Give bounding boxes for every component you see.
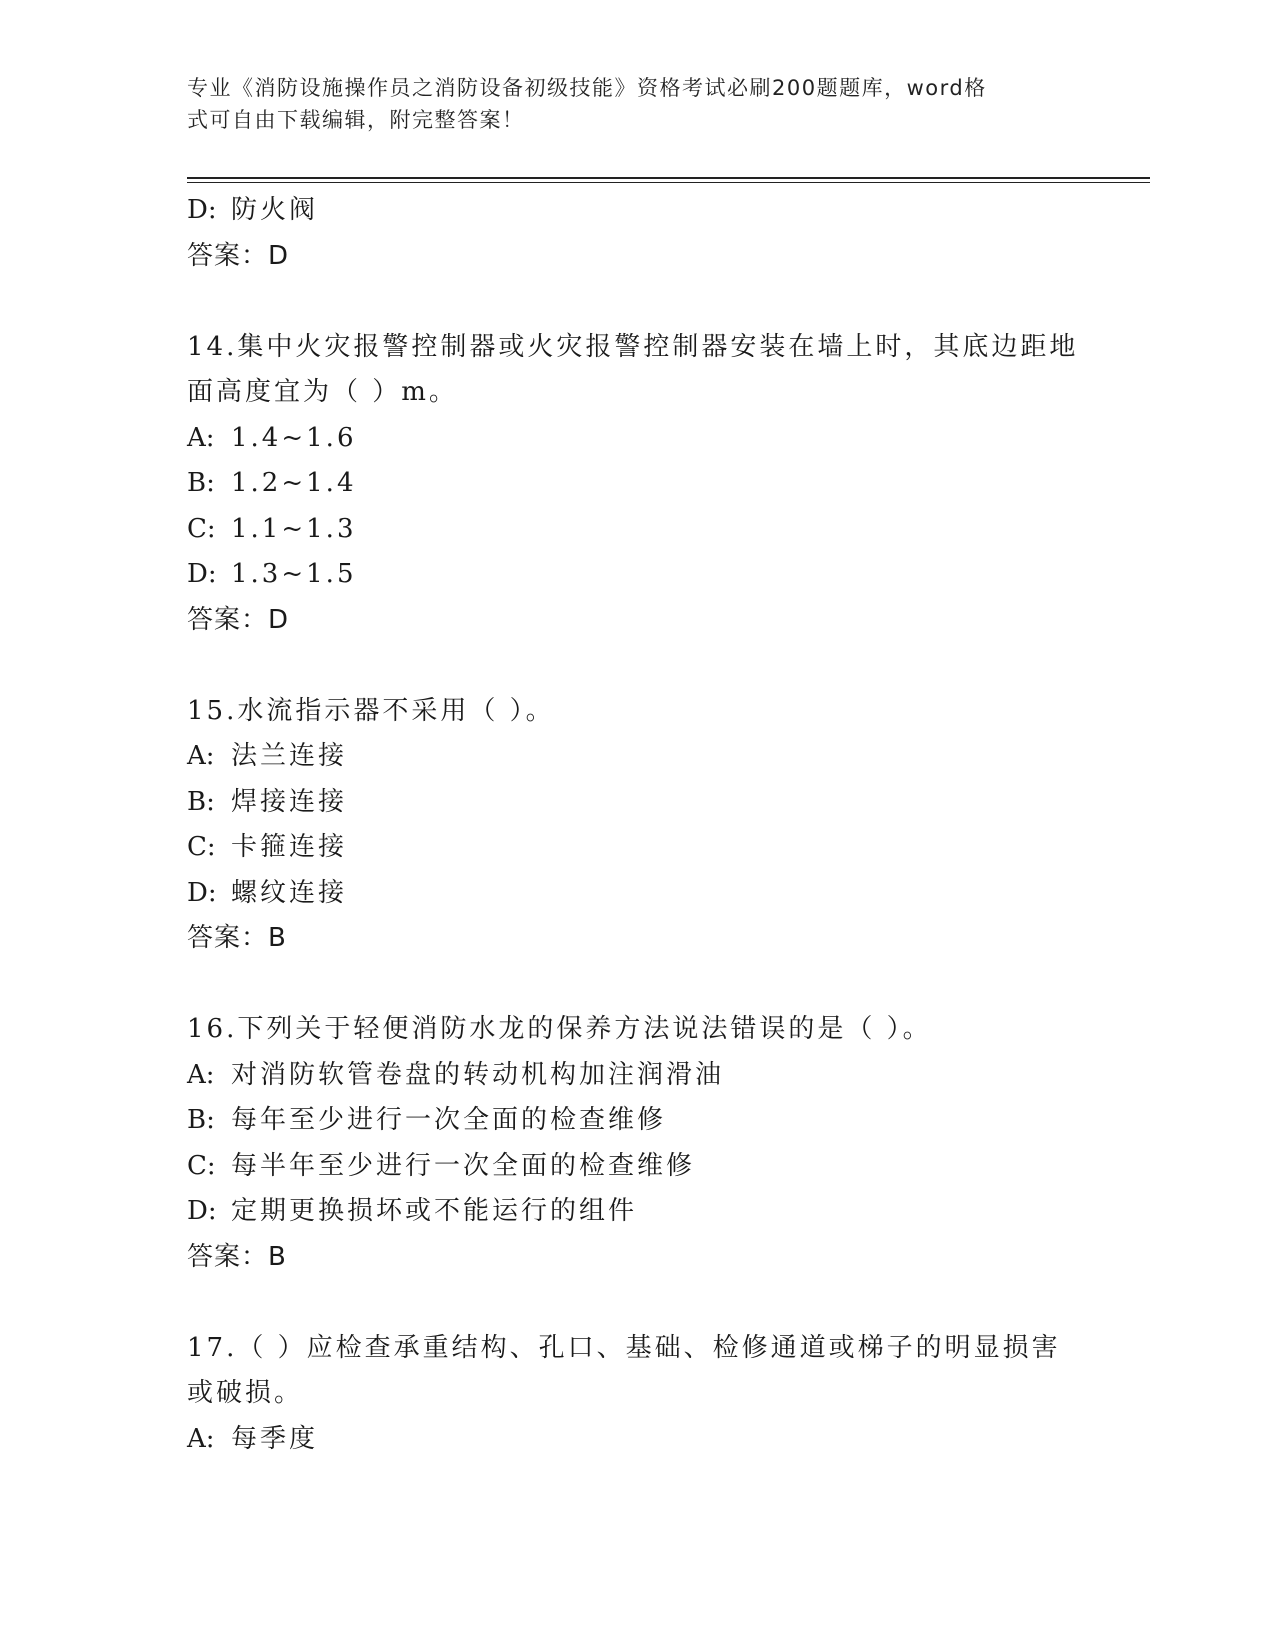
answer-line: 答案：D [187,240,290,271]
option-text: 每半年至少进行一次全面的检查维修 [231,1150,696,1181]
option-text: 1.3~1.5 [231,559,357,589]
question-title-cont: 或破损。 [187,1378,304,1408]
document-header [187,72,1087,136]
option-text: 1.2~1.4 [231,468,357,498]
option-text: 焊接连接 [231,786,348,817]
spacer [187,279,1087,325]
header-rule-thick [187,177,1150,179]
option-c [187,1144,1087,1190]
option-text: 卡箍连接 [231,832,348,862]
answer-line: 答案：B [187,923,287,953]
option-d [187,188,1087,234]
header-line-2: 式可自由下载编辑，附完整答案！ [187,108,525,132]
option-prefix: D: [187,877,217,908]
option-text: 防火阀 [231,195,319,225]
option-d [187,1189,1087,1235]
option-c [187,507,1087,553]
question-title: 14.集中火灾报警控制器或火灾报警控制器安装在墙上时，其底边距地 [187,331,1079,362]
option-b [187,1098,1087,1144]
option-text: 定期更换损坏或不能运行的组件 [231,1196,638,1226]
question-16 [187,1007,1087,1280]
option-prefix: C: [187,513,216,544]
question-title: 15.水流指示器不采用（ ）。 [187,695,555,726]
header-line-1: 专业《消防设施操作员之消防设备初级技能》资格考试必刷200题题库，word格 [187,76,987,100]
option-b [187,780,1087,826]
option-prefix: B: [187,1105,215,1135]
option-prefix: B: [187,786,215,817]
header-rule-thin [187,182,1150,183]
document-body [187,188,1087,1462]
option-text: 每年至少进行一次全面的检查维修 [231,1105,667,1135]
question-15 [187,689,1087,962]
spacer [187,643,1087,689]
option-text: 螺纹连接 [231,877,348,908]
spacer [187,962,1087,1008]
option-prefix: A: [187,1423,215,1454]
option-b [187,461,1087,507]
option-text: 法兰连接 [231,741,348,771]
option-prefix: A: [187,1059,215,1090]
option-text: 1.4~1.6 [231,422,357,453]
option-d [187,552,1087,598]
option-prefix: A: [187,741,215,771]
question-title: 16.下列关于轻便消防水龙的保养方法说法错误的是（ ）。 [187,1014,932,1044]
option-prefix: B: [187,468,215,498]
answer-line: 答案：D [187,604,290,635]
option-prefix: C: [187,1150,216,1181]
question-17 [187,1326,1087,1463]
option-a [187,734,1087,780]
option-d [187,871,1087,917]
answer-line: 答案：B [187,1241,287,1272]
option-prefix: D: [187,195,217,225]
option-prefix: A: [187,422,215,453]
option-text: 每季度 [231,1423,319,1454]
option-text: 对消防软管卷盘的转动机构加注润滑油 [231,1059,725,1090]
option-c [187,825,1087,871]
question-14 [187,325,1087,644]
question-title: 17.（ ）应检查承重结构、孔口、基础、检修通道或梯子的明显损害 [187,1332,1061,1363]
option-text: 1.1~1.3 [231,513,357,544]
option-a [187,416,1087,462]
option-prefix: D: [187,1196,217,1226]
spacer [187,1280,1087,1326]
option-prefix: C: [187,832,216,862]
option-prefix: D: [187,559,217,589]
option-a [187,1417,1087,1463]
option-a [187,1053,1087,1099]
question-title-cont: 面高度宜为（ ）m。 [187,377,458,407]
